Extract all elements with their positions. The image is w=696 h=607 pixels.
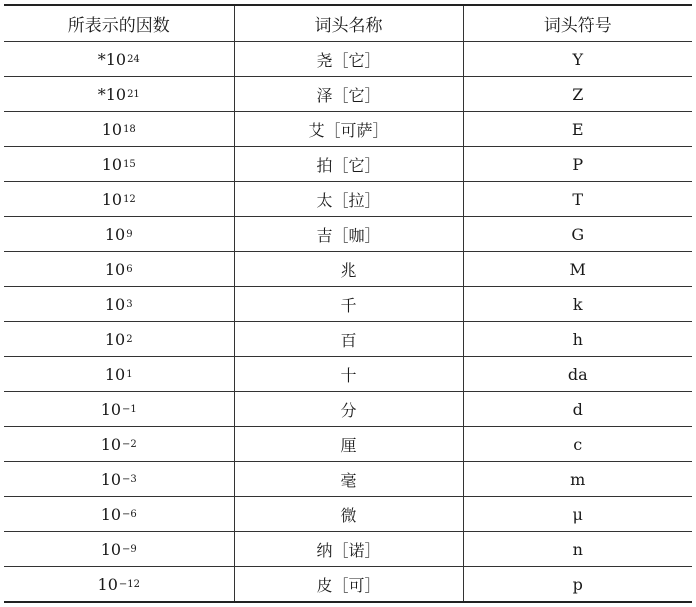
table-row (4, 42, 692, 77)
factor-cell (4, 322, 234, 357)
prefix-symbol-cell: T (463, 182, 692, 217)
prefix-symbol-cell: d (463, 392, 692, 427)
factor-cell (4, 147, 234, 182)
table-row (4, 567, 692, 603)
header-prefix-name: 词头名称 (234, 5, 463, 42)
factor-exponent: −6 (122, 508, 137, 520)
prefix-name-cell: 厘 (234, 427, 463, 462)
prefix-name-cell: 分 (234, 392, 463, 427)
factor-base: 10 (97, 574, 118, 594)
prefix-name-cell: 太［拉］ (234, 182, 463, 217)
factor-cell (4, 287, 234, 322)
prefix-name-cell: 艾［可萨］ (234, 112, 463, 147)
factor-base: 10 (104, 294, 126, 314)
factor-cell (4, 182, 234, 217)
prefix-symbol-cell: n (463, 532, 692, 567)
factor-base: 10 (101, 154, 123, 174)
prefix-symbol-cell: c (463, 427, 692, 462)
factor-cell (4, 112, 234, 147)
factor-exponent: 6 (126, 263, 133, 275)
prefix-symbol-cell: M (463, 252, 692, 287)
prefix-name-cell: 毫 (234, 462, 463, 497)
factor-exponent: 15 (123, 158, 136, 170)
prefix-symbol-cell: P (463, 147, 692, 182)
table-row (4, 112, 692, 147)
table-row (4, 147, 692, 182)
prefix-name-cell: 千 (234, 287, 463, 322)
prefix-name-cell: 兆 (234, 252, 463, 287)
prefix-symbol-cell: p (463, 567, 692, 603)
factor-cell (4, 462, 234, 497)
factor-exponent: 24 (127, 53, 140, 65)
factor-cell (4, 252, 234, 287)
prefix-name-cell: 拍［它］ (234, 147, 463, 182)
prefix-name-cell: 百 (234, 322, 463, 357)
factor-base: 10 (104, 364, 126, 384)
factor-exponent: −9 (122, 543, 137, 555)
factor-base: 10 (100, 399, 122, 419)
table-row (4, 462, 692, 497)
factor-exponent: 12 (123, 193, 136, 205)
factor-cell (4, 427, 234, 462)
prefix-symbol-cell: Y (463, 42, 692, 77)
table-body (4, 42, 692, 603)
factor-exponent: 1 (126, 368, 133, 380)
prefix-name-cell: 纳［诺］ (234, 532, 463, 567)
prefix-symbol-cell: h (463, 322, 692, 357)
table-row (4, 252, 692, 287)
prefix-name-cell: 吉［咖］ (234, 217, 463, 252)
table-row (4, 182, 692, 217)
factor-base: *10 (97, 49, 127, 69)
table-row (4, 392, 692, 427)
factor-base: 10 (104, 259, 126, 279)
table-row (4, 77, 692, 112)
factor-base: 10 (104, 224, 126, 244)
factor-base: *10 (97, 84, 127, 104)
factor-base: 10 (101, 189, 123, 209)
header-row (4, 5, 692, 42)
prefix-name-cell: 尧［它］ (234, 42, 463, 77)
factor-cell (4, 77, 234, 112)
factor-base: 10 (100, 504, 122, 524)
factor-exponent: −3 (122, 473, 137, 485)
table-row (4, 322, 692, 357)
factor-exponent: 18 (123, 123, 136, 135)
factor-exponent: 3 (126, 298, 133, 310)
prefix-name-cell: 泽［它］ (234, 77, 463, 112)
factor-exponent: 2 (126, 333, 133, 345)
prefix-symbol-cell: k (463, 287, 692, 322)
factor-base: 10 (100, 539, 122, 559)
factor-exponent: 21 (127, 88, 140, 100)
si-prefix-table (4, 4, 692, 603)
table-row (4, 357, 692, 392)
header-prefix-symbol: 词头符号 (463, 5, 692, 42)
factor-cell (4, 532, 234, 567)
factor-exponent: −1 (122, 403, 137, 415)
prefix-name-cell: 皮［可］ (234, 567, 463, 603)
factor-base: 10 (100, 469, 122, 489)
table-row (4, 497, 692, 532)
factor-cell (4, 357, 234, 392)
factor-base: 10 (101, 119, 123, 139)
factor-exponent: −12 (118, 578, 140, 590)
prefix-symbol-cell: E (463, 112, 692, 147)
factor-exponent: 9 (126, 228, 133, 240)
table-row (4, 217, 692, 252)
table-row (4, 427, 692, 462)
prefix-symbol-cell: G (463, 217, 692, 252)
factor-cell (4, 497, 234, 532)
table-row (4, 532, 692, 567)
factor-cell (4, 567, 234, 603)
prefix-name-cell: 微 (234, 497, 463, 532)
header-factor: 所表示的因数 (4, 5, 234, 42)
factor-base: 10 (104, 329, 126, 349)
factor-base: 10 (100, 434, 122, 454)
table-row (4, 287, 692, 322)
factor-exponent: −2 (122, 438, 137, 450)
prefix-name-cell: 十 (234, 357, 463, 392)
prefix-symbol-cell: da (463, 357, 692, 392)
prefix-symbol-cell: μ (463, 497, 692, 532)
factor-cell (4, 392, 234, 427)
factor-cell (4, 217, 234, 252)
prefix-symbol-cell: m (463, 462, 692, 497)
factor-cell (4, 42, 234, 77)
prefix-symbol-cell: Z (463, 77, 692, 112)
